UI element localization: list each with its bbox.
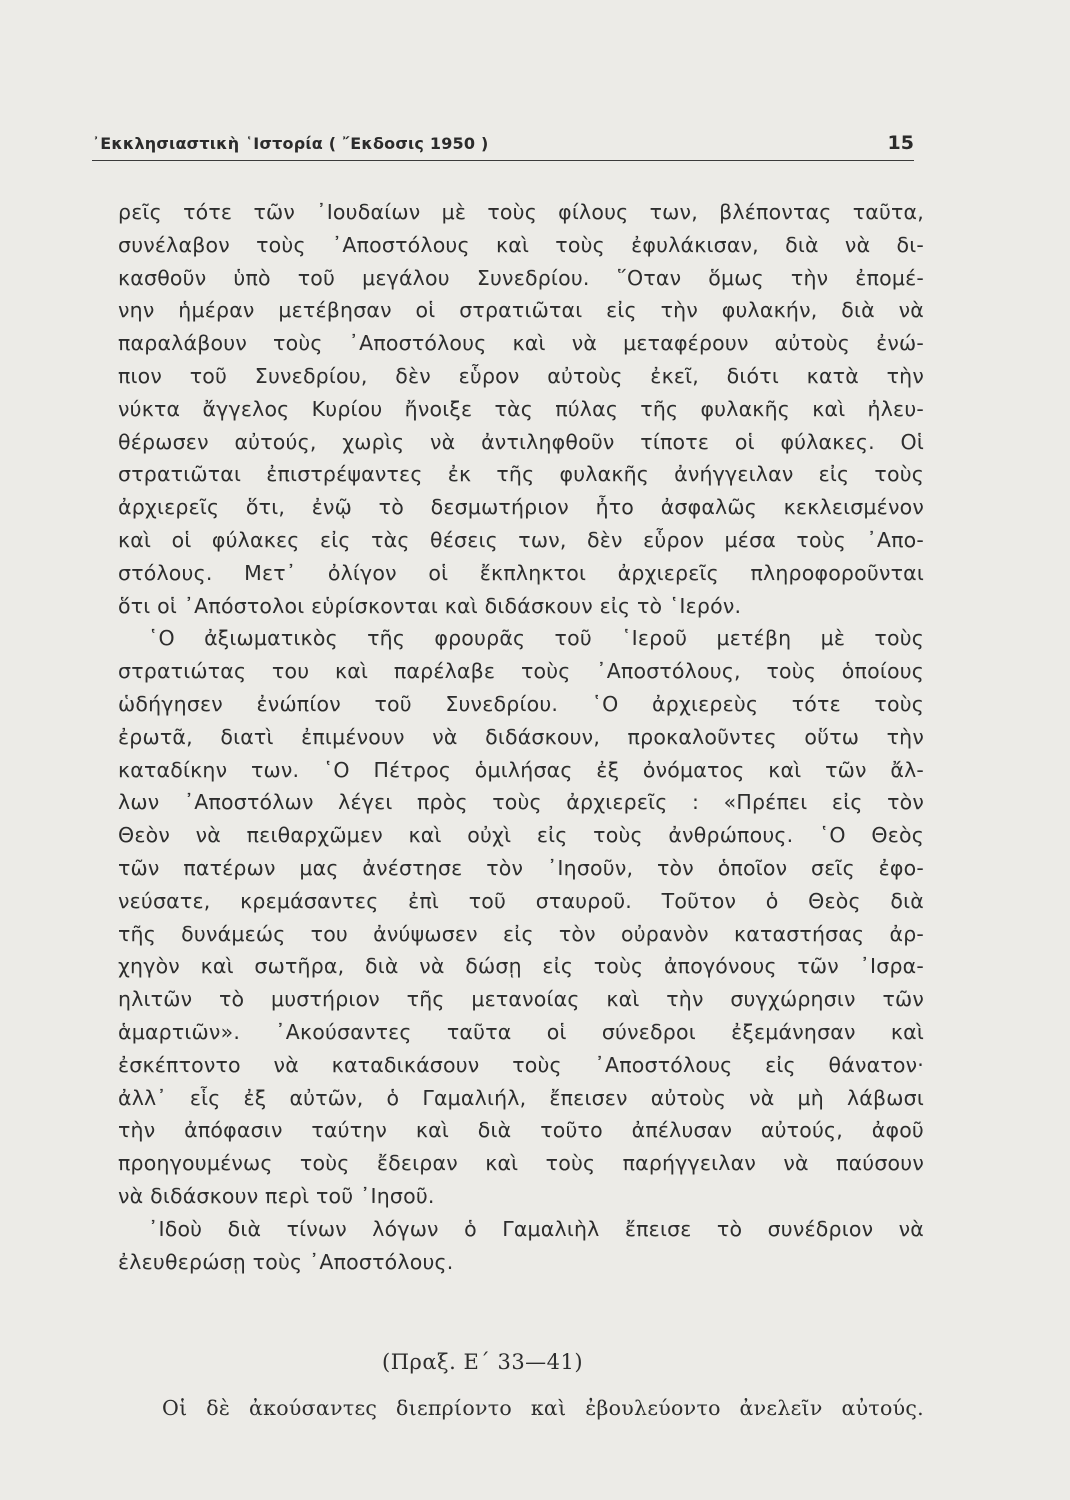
running-header <box>92 132 914 161</box>
text-line: ἁμαρτιῶν». ᾿Ακούσαντες ταῦτα οἱ σύνεδροι ἐξεμάνησαν καὶ <box>118 1019 924 1044</box>
text-line: ρεῖς τότε τῶν ᾿Ιουδαίων μὲ τοὺς φίλους των, βλέποντας ταῦτα, <box>118 200 924 224</box>
scripture-citation: (Πραξ. Ε΄ 33—41) <box>382 1350 584 1374</box>
text-line: νὰ διδάσκουν περὶ τοῦ ᾿Ιησοῦ. <box>118 1183 435 1208</box>
text-line: ἐσκέπτοντο νὰ καταδικάσουν τοὺς ᾿Αποστόλους εἰς θάνατον· <box>118 1052 924 1077</box>
text-line: στόλους. Μετ᾿ ὀλίγον οἱ ἔκπληκτοι ἀρχιερεῖς πληροφοροῦνται <box>118 560 924 585</box>
text-line: τῶν πατέρων μας ἀνέστησε τὸν ᾿Ιησοῦν, τὸν ὁποῖον σεῖς ἐφο- <box>118 855 924 880</box>
text-line: πιον τοῦ Συνεδρίου, δὲν εὗρον αὐτοὺς ἐκεῖ, διότι κατὰ τὴν <box>118 363 924 388</box>
text-line: χηγὸν καὶ σωτῆρα, διὰ νὰ δώσῃ εἰς τοὺς ἀπογόνους τῶν ᾿Ισρα- <box>118 954 924 979</box>
text-line: προηγουμένως τοὺς ἔδειραν καὶ τοὺς παρήγγειλαν νὰ παύσουν <box>118 1151 924 1176</box>
text-line: στρατιῶται ἐπιστρέψαντες ἐκ τῆς φυλακῆς ἀνήγγειλαν εἰς τοὺς <box>118 462 924 487</box>
text-line: στρατιώτας του καὶ παρέλαβε τοὺς ᾿Αποστόλους, τοὺς ὁποίους <box>118 659 924 684</box>
text-line: ῾Ο ἀξιωματικὸς τῆς φρουρᾶς τοῦ ῾Ιεροῦ μετέβη μὲ τοὺς <box>148 626 924 651</box>
text-line: ἀλλ᾿ εἷς ἐξ αὐτῶν, ὁ Γαμαλιήλ, ἔπεισεν αὐτοὺς νὰ μὴ λάβωσι <box>118 1085 924 1110</box>
text-line: παραλάβουν τοὺς ᾿Αποστόλους καὶ νὰ μεταφέρουν αὐτοὺς ἐνώ- <box>118 331 924 356</box>
text-line: ἐλευθερώσῃ τοὺς ᾿Αποστόλους. <box>118 1249 454 1274</box>
text-line: ᾿Ιδοὺ διὰ τίνων λόγων ὁ Γαμαλιὴλ ἔπεισε τὸ συνέδριον νὰ <box>148 1216 924 1241</box>
page-number: 15 <box>887 132 914 154</box>
text-line: ἐρωτᾶ, διατὶ ἐπιμένουν νὰ διδάσκουν, προκαλοῦντες οὕτω τὴν <box>118 724 924 749</box>
text-line: συνέλαβον τοὺς ᾿Αποστόλους καὶ τοὺς ἐφυλάκισαν, διὰ νὰ δι- <box>118 232 924 257</box>
text-line: καὶ οἱ φύλακες εἰς τὰς θέσεις των, δὲν εὗρον μέσα τοὺς ᾿Απο- <box>118 527 924 552</box>
text-line: λων ᾿Αποστόλων λέγει πρὸς τοὺς ἀρχιερεῖς : «Πρέπει εἰς τὸν <box>118 790 924 815</box>
text-line: νεύσατε, κρεμάσαντες ἐπὶ τοῦ σταυροῦ. Τοῦτον ὁ Θεὸς διὰ <box>118 888 924 913</box>
text-line: Θεὸν νὰ πειθαρχῶμεν καὶ οὐχὶ εἰς τοὺς ἀνθρώπους. ῾Ο Θεὸς <box>118 823 924 848</box>
text-line: ὡδήγησεν ἐνώπίον τοῦ Συνεδρίου. ῾Ο ἀρχιερεὺς τότε τοὺς <box>118 691 924 716</box>
text-line: νην ἡμέραν μετέβησαν οἱ στρατιῶται εἰς τὴν φυλακήν, διὰ νὰ <box>118 298 924 323</box>
text-line: καταδίκην των. ῾Ο Πέτρος ὁμιλήσας ἐξ ὀνόματος καὶ τῶν ἄλ- <box>118 757 924 782</box>
text-line: θέρωσεν αὐτούς, χωρὶς νὰ ἀντιληφθοῦν τίποτε οἱ φύλακες. Οἱ <box>118 429 924 454</box>
text-line: νύκτα ἄγγελος Κυρίου ἤνοιξε τὰς πύλας τῆς φυλακῆς καὶ ἠλευ- <box>118 396 924 421</box>
text-line: ὅτι οἱ ᾿Απόστολοι εὑρίσκονται καὶ διδάσκουν εἰς τὸ ῾Ιερόν. <box>118 593 742 618</box>
quoted-verse: Οἱ δὲ ἀκούσαντες διεπρίοντο καὶ ἐβουλεύοντο ἀνελεῖν αὐτούς. <box>162 1396 924 1420</box>
header-title: ᾿Εκκλησιαστικὴ ῾Ιστορία ( ῎Εκδοσις 1950 ) <box>92 134 489 153</box>
text-line: τὴν ἀπόφασιν ταύτην καὶ διὰ τοῦτο ἀπέλυσαν αὐτούς, ἀφοῦ <box>118 1118 924 1143</box>
text-line: ἀρχιερεῖς ὅτι, ἐνῷ τὸ δεσμωτήριον ἦτο ἀσφαλῶς κεκλεισμένον <box>118 495 924 520</box>
text-line: τῆς δυνάμεώς του ἀνύψωσεν εἰς τὸν οὐρανὸν καταστήσας ἀρ- <box>118 921 924 946</box>
body-text <box>118 196 924 1278</box>
text-line: κασθοῦν ὑπὸ τοῦ μεγάλου Συνεδρίου. ῞Οταν ὅμως τὴν ἐπομέ- <box>118 265 924 290</box>
text-line: ηλιτῶν τὸ μυστήριον τῆς μετανοίας καὶ τὴν συγχώρησιν τῶν <box>118 987 924 1012</box>
